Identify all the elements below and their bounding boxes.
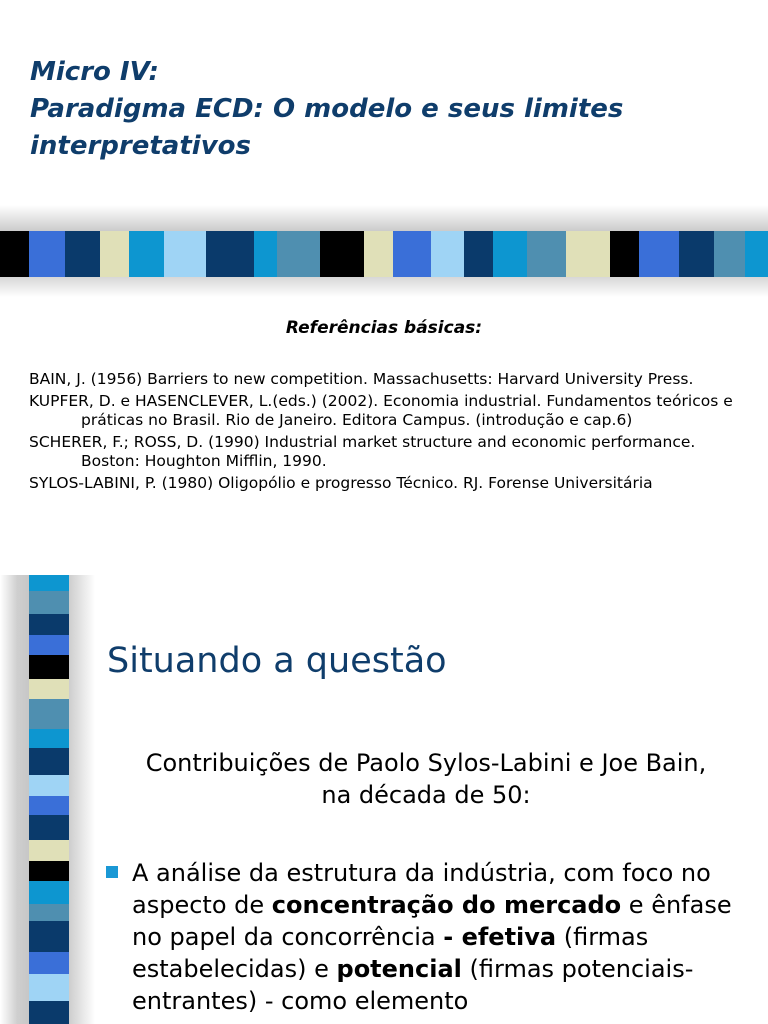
- strip-segment: [29, 748, 69, 775]
- strip-segment: [29, 974, 69, 1001]
- bullet-run: (firmas estabelecidas) e: [132, 923, 649, 983]
- band-segment: [100, 231, 129, 277]
- strip-segment: [29, 575, 69, 591]
- bullet-emphasis: concentração do mercado: [271, 891, 622, 919]
- reference-item: BAIN, J. (1956) Barriers to new competition. Massachusetts: Harvard University Press.: [29, 370, 694, 388]
- band-segment: [527, 231, 566, 277]
- bullet-run: e ênfase no papel da concorrência: [132, 891, 732, 951]
- square-bullet-icon: [106, 866, 118, 878]
- band-segment: [566, 231, 610, 277]
- strip-segment: [29, 591, 69, 614]
- band-segment: [714, 231, 745, 277]
- band-segment: [164, 231, 206, 277]
- band-segment: [431, 231, 464, 277]
- subtitle-line: na década de 50:: [321, 781, 531, 809]
- strip-segment: [29, 1001, 69, 1024]
- strip-segment: [29, 614, 69, 635]
- band-segment: [29, 231, 66, 277]
- title-line: Micro IV:: [30, 57, 159, 87]
- reference-item: KUPFER, D. e HASENCLEVER, L.(eds.) (2002). Economia industrial. Fundamentos teóricos e práticas no Brasil. Rio de Janeiro. Editora Campus. (introdução e cap.6): [29, 392, 733, 429]
- strip-segment: [29, 635, 69, 654]
- decorative-side-strip: [29, 575, 69, 1024]
- band-segment: [639, 231, 679, 277]
- band-segment: [277, 231, 319, 277]
- slide-2: [0, 575, 768, 1024]
- band-segment: [129, 231, 164, 277]
- slide-subtitle: [96, 747, 756, 811]
- slide-title: [30, 54, 750, 165]
- band-segment: [493, 231, 528, 277]
- strip-segment: [29, 655, 69, 680]
- subtitle-line: Contribuições de Paolo Sylos-Labini e Joe Bain,: [145, 749, 707, 777]
- title-line: interpretativos: [30, 131, 251, 161]
- reference-item: SYLOS-LABINI, P. (1980) Oligopólio e progresso Técnico. RJ. Forense Universitária: [29, 474, 653, 492]
- strip-segment: [29, 796, 69, 815]
- bullet-text: [132, 857, 756, 1017]
- band-segment: [206, 231, 254, 277]
- band-segment: [393, 231, 432, 277]
- strip-segment: [29, 861, 69, 880]
- strip-segment: [29, 699, 69, 729]
- strip-segment: [29, 679, 69, 698]
- bullet-run: A análise da estrutura da indústria, com foco no aspecto de: [132, 859, 711, 919]
- band-segment: [254, 231, 277, 277]
- strip-segment: [29, 904, 69, 922]
- slide-heading: Situando a questão: [107, 641, 447, 681]
- strip-segment: [29, 775, 69, 796]
- band-segment: [0, 231, 29, 277]
- bullet-item: [106, 857, 756, 1017]
- band-segment: [610, 231, 639, 277]
- reference-item: SCHERER, F.; ROSS, D. (1990) Industrial market structure and economic performance. Boston: Houghton Mifflin, 1990.: [29, 433, 696, 470]
- band-segment: [65, 231, 100, 277]
- band-segment: [745, 231, 768, 277]
- strip-segment: [29, 815, 69, 840]
- title-line: Paradigma ECD: O modelo e seus limites: [30, 94, 624, 124]
- strip-segment: [29, 840, 69, 861]
- band-segment: [464, 231, 493, 277]
- strip-segment: [29, 921, 69, 951]
- strip-segment: [29, 952, 69, 975]
- bullet-emphasis: potencial: [336, 955, 462, 983]
- band-segment: [364, 231, 393, 277]
- decorative-color-band: [0, 231, 768, 277]
- band-segment: [679, 231, 714, 277]
- references-heading: Referências básicas:: [285, 318, 483, 338]
- bullet-emphasis: - efetiva: [443, 923, 557, 951]
- strip-segment: [29, 729, 69, 748]
- bullet-run: (firmas potenciais-entrantes) - como elemento: [132, 955, 694, 1015]
- band-segment: [320, 231, 364, 277]
- strip-segment: [29, 881, 69, 904]
- references-list: [29, 370, 754, 496]
